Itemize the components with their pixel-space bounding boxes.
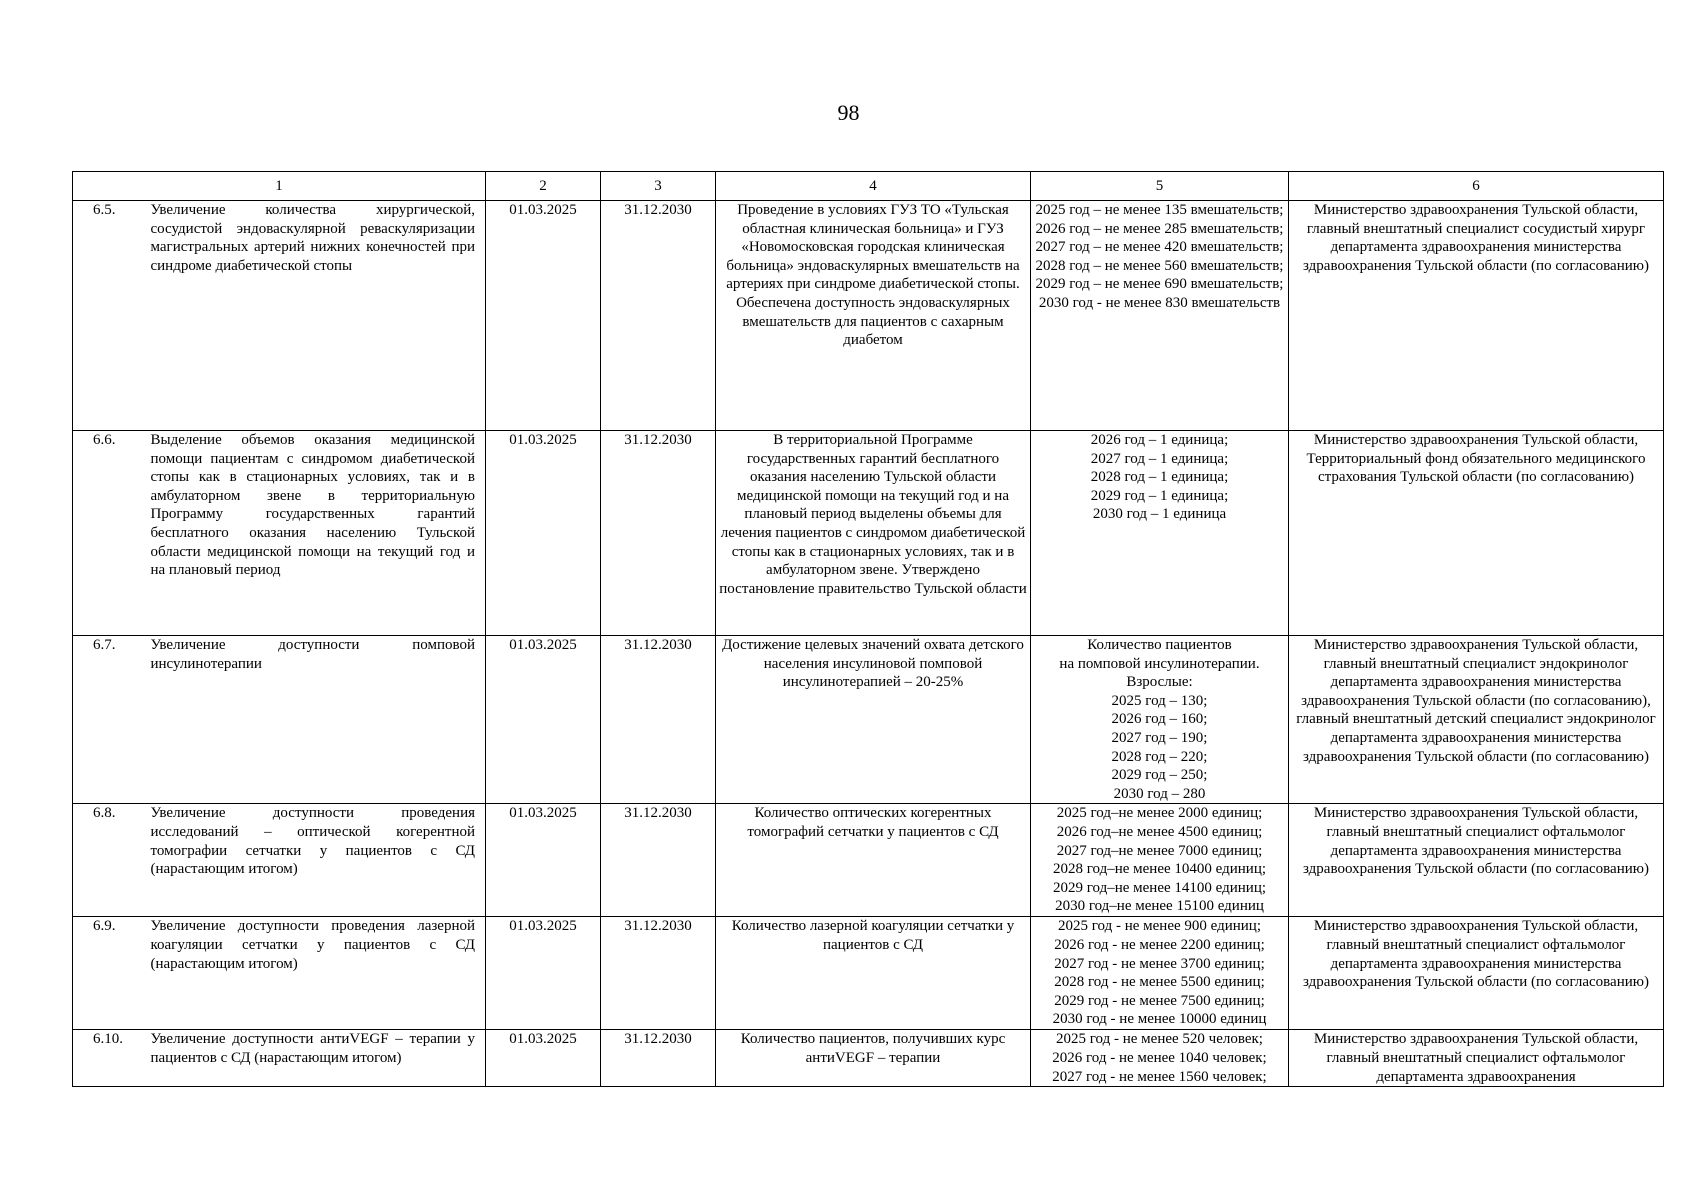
measures-table <box>72 171 1664 1087</box>
column-header-5: 5 <box>1031 172 1289 201</box>
indicator-line: 2028 год – 220; <box>1111 748 1208 765</box>
table-row <box>73 804 1664 917</box>
start-date: 01.03.2025 <box>486 636 601 804</box>
responsible-party: Министерство здравоохранения Тульской области, главный внештатный специалист офтальмолог департамента здравоохранения <box>1289 1030 1664 1087</box>
column-header-4: 4 <box>716 172 1031 201</box>
indicator-line: 2029 год - не менее 7500 единиц; <box>1054 992 1265 1009</box>
measure-number: 6.8. <box>73 804 148 917</box>
indicator-line: 2028 год–не менее 10400 единиц; <box>1052 861 1267 878</box>
indicator-line: 2025 год–не менее 2000 единиц; <box>1056 805 1263 822</box>
end-date: 31.12.2030 <box>601 636 716 804</box>
target-indicators <box>1031 201 1289 431</box>
expected-result: Количество пациентов, получивших курс антиVEGF – терапии <box>716 1030 1031 1087</box>
end-date: 31.12.2030 <box>601 917 716 1030</box>
table-row <box>73 1030 1664 1087</box>
indicator-line: 2026 год–не менее 4500 единиц; <box>1056 823 1263 840</box>
target-indicators <box>1031 636 1289 804</box>
end-date: 31.12.2030 <box>601 804 716 917</box>
responsible-party: Министерство здравоохранения Тульской области, главный внештатный специалист сосудистый хирург департамента здравоохранения министерства здравоохранения Тульской области (по согласованию) <box>1289 201 1664 431</box>
start-date: 01.03.2025 <box>486 431 601 636</box>
indicator-line: 2026 год – не менее 285 вмешательств; <box>1035 220 1284 237</box>
indicator-line: 2028 год - не менее 5500 единиц; <box>1054 974 1265 991</box>
header-row <box>73 172 1664 201</box>
column-header-1: 1 <box>73 172 486 201</box>
indicator-line: 2028 год – не менее 560 вмешательств; <box>1035 257 1284 274</box>
responsible-party: Министерство здравоохранения Тульской области, главный внештатный специалист офтальмолог департамента здравоохранения министерства здравоохранения Тульской области (по согласованию) <box>1289 804 1664 917</box>
expected-result: Количество лазерной коагуляции сетчатки у пациентов с СД <box>716 917 1031 1030</box>
column-header-3: 3 <box>601 172 716 201</box>
start-date: 01.03.2025 <box>486 201 601 431</box>
indicator-line: 2026 год - не менее 1040 человек; <box>1052 1049 1267 1066</box>
indicator-line: 2027 год - не менее 1560 человек; <box>1052 1068 1267 1085</box>
indicator-line: 2027 год – 1 единица; <box>1090 450 1229 467</box>
page-number: 98 <box>837 100 860 125</box>
measure-name: Увеличение доступности проведения исследований – оптической когерентной томографии сетчатки у пациентов с СД (нарастающим итогом) <box>148 804 486 917</box>
indicator-line: 2027 год–не менее 7000 единиц; <box>1056 842 1263 859</box>
expected-result: Количество оптических когерентных томографий сетчатки у пациентов с СД <box>716 804 1031 917</box>
expected-result: Достижение целевых значений охвата детского населения инсулиновой помповой инсулинотерапией – 20-25% <box>716 636 1031 804</box>
indicator-line: 2030 год - не менее 830 вмешательств <box>1038 294 1281 311</box>
indicator-line: 2026 год – 160; <box>1111 711 1208 728</box>
measure-name: Увеличение доступности проведения лазерной коагуляции сетчатки у пациентов с СД (нарастающим итогом) <box>148 917 486 1030</box>
target-indicators <box>1031 431 1289 636</box>
end-date: 31.12.2030 <box>601 1030 716 1087</box>
measure-name: Увеличение доступности помповой инсулинотерапии <box>148 636 486 804</box>
indicator-line: 2027 год - не менее 3700 единиц; <box>1054 955 1265 972</box>
indicator-line: 2030 год – 1 единица <box>1092 506 1227 523</box>
end-date: 31.12.2030 <box>601 201 716 431</box>
indicator-line: на помповой инсулинотерапии. <box>1059 655 1260 672</box>
indicator-line: 2028 год – 1 единица; <box>1090 469 1229 486</box>
indicator-line: 2029 год–не менее 14100 единиц; <box>1052 879 1267 896</box>
indicator-line: 2029 год – не менее 690 вмешательств; <box>1035 276 1284 293</box>
start-date: 01.03.2025 <box>486 804 601 917</box>
indicator-line: 2029 год – 1 единица; <box>1090 487 1229 504</box>
table-row <box>73 636 1664 804</box>
column-header-2: 2 <box>486 172 601 201</box>
indicator-line: 2025 год – не менее 135 вмешательств; <box>1035 202 1284 218</box>
measure-number: 6.10. <box>73 1030 148 1087</box>
expected-result: В территориальной Программе государственных гарантий бесплатного оказания населению Тульской области медицинской помощи на текущий год и на плановый период выделены объемы для лечения пациентов с синдромом диабетической стопы как в стационарных условиях, так и в амбулаторном звене. Утверждено постановление правительство Тульской области <box>716 431 1031 636</box>
measure-number: 6.9. <box>73 917 148 1030</box>
indicator-line: 2025 год - не менее 520 человек; <box>1056 1031 1263 1048</box>
measure-name: Увеличение количества хирургической, сосудистой эндоваскулярной реваскуляризации магистральных артерий нижних конечностей при синдроме диабетической стопы <box>148 201 486 431</box>
indicator-line: 2030 год – 280 <box>1113 785 1206 802</box>
target-indicators <box>1031 1030 1289 1087</box>
responsible-party: Министерство здравоохранения Тульской области, Территориальный фонд обязательного медицинского страхования Тульской области (по согласованию) <box>1289 431 1664 636</box>
indicator-line: 2027 год – не менее 420 вмешательств; <box>1035 239 1284 256</box>
measure-number: 6.7. <box>73 636 148 804</box>
indicator-line: 2026 год – 1 единица; <box>1090 432 1229 448</box>
indicator-line: 2030 год - не менее 10000 единиц <box>1052 1011 1267 1028</box>
measure-name: Выделение объемов оказания медицинской помощи пациентам с синдромом диабетической стопы как в стационарных условиях, так и в амбулаторном звене в территориальную Программу государственных гарантий бесплатного оказания населению Тульской области медицинской помощи на текущий год и на плановый период <box>148 431 486 636</box>
table-row <box>73 431 1664 636</box>
target-indicators <box>1031 917 1289 1030</box>
target-indicators <box>1031 804 1289 917</box>
indicator-line: 2030 год–не менее 15100 единиц <box>1055 898 1264 915</box>
measure-number: 6.6. <box>73 431 148 636</box>
indicator-line: 2027 год – 190; <box>1111 729 1208 746</box>
indicator-line: 2029 год – 250; <box>1111 767 1208 784</box>
end-date: 31.12.2030 <box>601 431 716 636</box>
responsible-party: Министерство здравоохранения Тульской области, главный внештатный специалист эндокринолог департамента здравоохранения министерства здравоохранения Тульской области (по согласованию), главный внештатный детский специалист эндокринолог департамента здравоохранения министерства здравоохранения Тульской области (по согласованию) <box>1289 636 1664 804</box>
indicator-line: 2025 год - не менее 900 единиц; <box>1057 918 1262 935</box>
responsible-party: Министерство здравоохранения Тульской области, главный внештатный специалист офтальмолог департамента здравоохранения министерства здравоохранения Тульской области (по согласованию) <box>1289 917 1664 1030</box>
start-date: 01.03.2025 <box>486 1030 601 1087</box>
table-row <box>73 917 1664 1030</box>
indicator-line: Взрослые: <box>1126 674 1193 691</box>
measure-number: 6.5. <box>73 201 148 431</box>
expected-result: Проведение в условиях ГУЗ ТО «Тульская областная клиническая больница» и ГУЗ «Новомосковская городская клиническая больница» эндоваскулярных вмешательств на артериях при синдроме диабетической стопы. Обеспечена доступность эндоваскулярных вмешательств для пациентов с сахарным диабетом <box>716 201 1031 431</box>
column-header-6: 6 <box>1289 172 1664 201</box>
start-date: 01.03.2025 <box>486 917 601 1030</box>
indicator-line: 2025 год – 130; <box>1111 692 1208 709</box>
indicator-line: 2026 год - не менее 2200 единиц; <box>1054 936 1265 953</box>
table-row <box>73 201 1664 431</box>
measure-name: Увеличение доступности антиVEGF – терапии у пациентов с СД (нарастающим итогом) <box>148 1030 486 1087</box>
indicator-line: Количество пациентов <box>1087 637 1232 653</box>
